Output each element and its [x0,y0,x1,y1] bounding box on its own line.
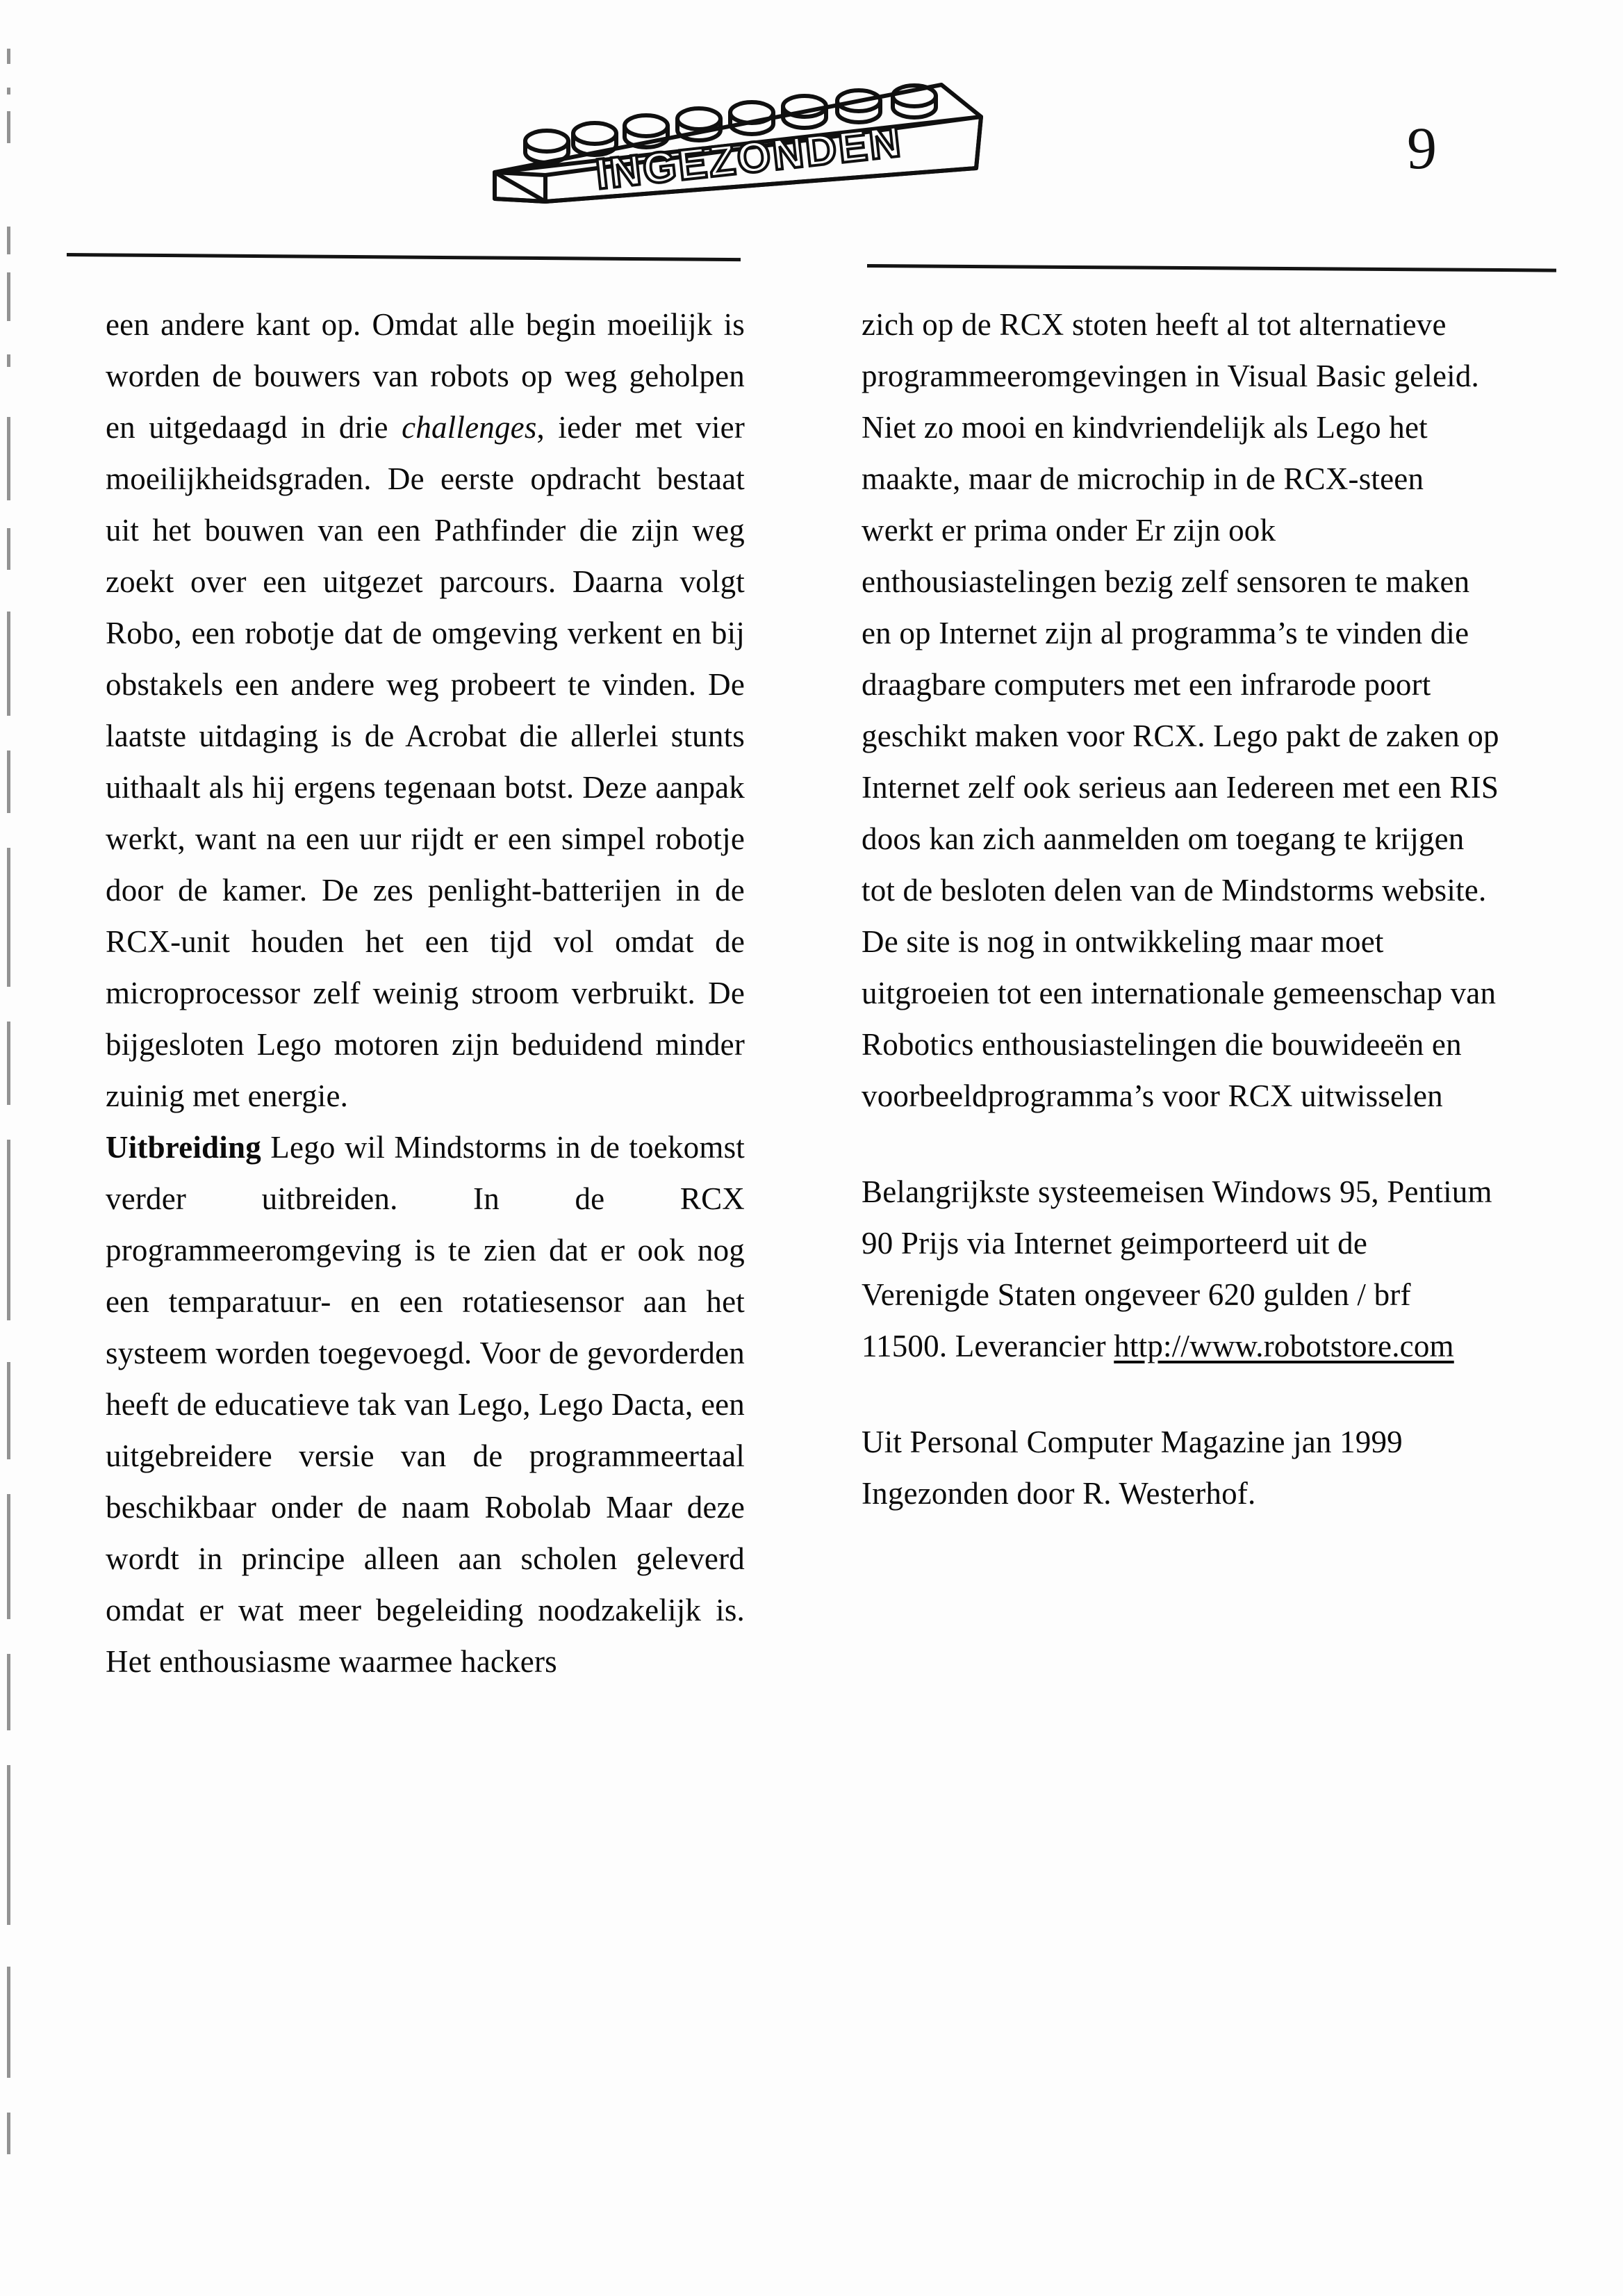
text-run-italic: challenges [402,410,537,445]
page-number: 9 [1407,115,1437,181]
text-run-normal: Uit Personal Computer Magazine jan 1999 Ingezonden door R. Westerhof. [862,1425,1403,1511]
source-attribution-paragraph [862,1416,1501,1519]
text-run-underline[interactable]: http://www.robotstore.com [1114,1329,1454,1363]
system-requirements-paragraph [862,1166,1501,1372]
masthead [0,0,1623,250]
masthead-wordmark: INGEZONDEN [593,117,905,199]
text-run-bold: Uitbreiding [106,1130,261,1165]
lego-brick-icon [479,69,1028,215]
text-run-normal: een andere kant op. Omdat alle begin moeilijk is worden de bouwers van robots op weg geholpen en uitgedaagd in drie [106,307,745,445]
text-run-normal: zich op de RCX stoten heeft al tot alternatieve [862,307,1447,342]
paragraph [106,299,745,1122]
text-run-normal: Lego wil Mindstorms in de toekomst verder uitbreiden. In de RCX programmeeromgeving is te zien dat er ook nog een temparatuur- en een rotatiesensor aan het systeem worden toegevoegd. Voor de gevorderden heeft de educatieve tak van Lego, Lego Dacta, een uitgebreidere versie van de programmeertaal beschikbaar onder de naam Robolab Maar deze wordt in principe alleen aan scholen geleverd omdat er wat meer begeleiding noodzakelijk is. Het enthousiasme waarmee hackers [106,1130,745,1679]
left-column [106,299,745,1687]
text-run-normal: Belangrijkste systeemeisen Windows 95, Pentium 90 Prijs via Internet geimporteerd uit de Verenigde Staten ongeveer 620 gulden / brf 11500. Leverancier [862,1174,1492,1363]
paragraph [862,299,1501,350]
header-rule-left [67,253,741,261]
text-run-normal: programmeeromgevingen in Visual Basic geleid. Niet zo mooi en kindvriendelijk als Lego het maakte, maar de microchip in de RCX-steen werkt er prima onder Er zijn ook enthousiastelingen bezig zelf sensoren te maken en op Internet zijn al programma’s te vinden die draagbare computers met een infrarode poort geschikt maken voor RCX. Lego pakt de zaken op Internet zelf ook serieus aan Iedereen met een RIS doos kan zich aanmelden om toegang te krijgen tot de besloten delen van de Mindstorms website. De site is nog in ontwikkeling maar moet uitgroeien tot een internationale gemeenschap van Robotics enthousiastelingen die bouwideeën en voorbeeldprogramma’s voor RCX uitwisselen [862,359,1499,1113]
article-body [0,299,1623,1687]
paragraph [862,350,1501,1122]
header-rule-right [867,264,1556,272]
paragraph [106,1122,745,1687]
right-column [862,299,1501,1687]
text-run-normal: , ieder met vier moeilijkheidsgraden. De eerste opdracht bestaat uit het bouwen van een Pathfinder die zijn weg zoekt over een uitgezet parcours. Daarna volgt Robo, een robotje dat de omgeving verkent en bij obstakels een andere weg probeert te vinden. De laatste uitdaging is de Acrobat die allerlei stunts uithaalt als hij ergens tegenaan botst. Deze aanpak werkt, want na een uur rijdt er een simpel robotje door de kamer. De zes penlight-batterijen in de RCX-unit houden het een tijd vol omdat de microprocessor zelf weinig stroom verbruikt. De bijgesloten Lego motoren zijn beduidend minder zuinig met energie. [106,410,745,1113]
